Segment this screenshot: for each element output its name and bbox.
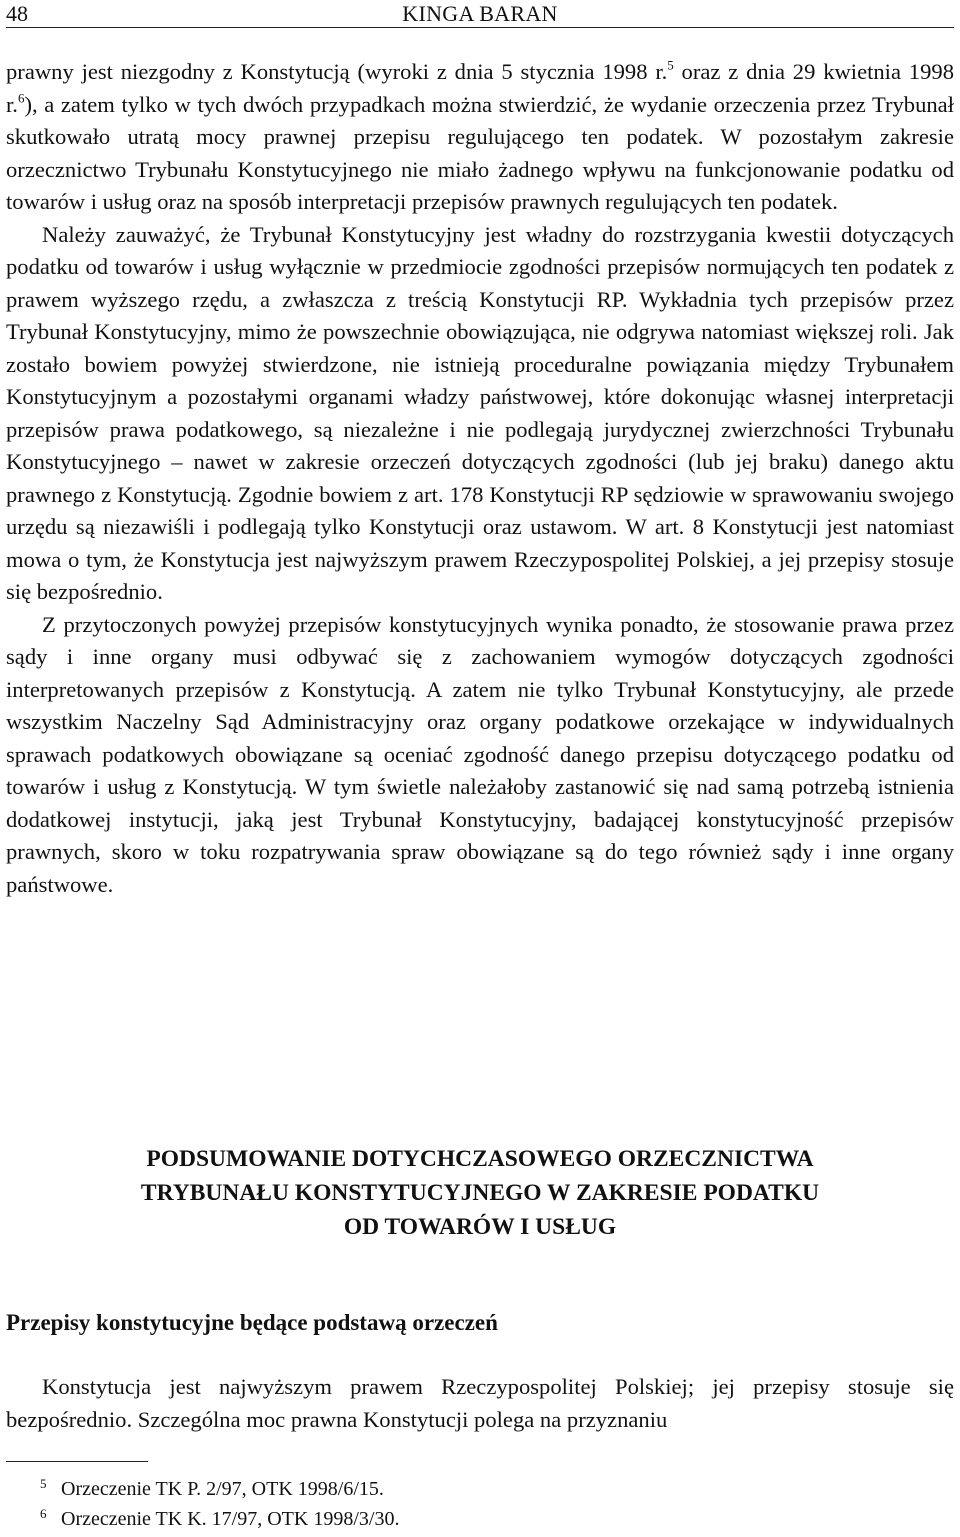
paragraph-3: Z przytoczonych powyżej przepisów konstytucyjnych wynika ponadto, że stosowanie prawa przez sądy i inne organy musi odbywać się z zachowaniem wymogów dotyczących zgodności interpretowanych przepisów z Konstytucją. A zatem nie tylko Trybunał Konstytucyjny, ale przede wszystkim Naczelny Sąd Administracyjny oraz organy podatkowe orzekające w indywidualnych sprawach podatkowych obowiązane są oceniać zgodność danego przepisu dotyczącego podatku od towarów i usług z Konstytucją. W tym świetle należałoby zastanowić się nad samą potrzebą istnienia dodatkowej instytucji, jaką jest Trybunał Konstytucyjny, badającej konstytucyjność przepisów prawnych, skoro w toku rozpatrywania spraw obowiązane są do tego również sądy i inne organy państwowe.: [6, 611, 954, 897]
paragraph-1-text-c: ), a zatem tylko w tych dwóch przypadkach można stwierdzić, że wydanie orzeczenia przez Trybunał skutkowało utratą mocy prawnej przepisu regulującego ten podatek. W pozostałym zakresie orzecznictwo Trybunału Konstytucyjnego nie miało żadnego wpływu na funkcjonowanie podatku od towarów i usług oraz na sposób interpretacji przepisów prawnych regulujących ten podatek.: [6, 91, 954, 214]
main-body-text: [6, 56, 954, 901]
paragraph-2: Należy zauważyć, że Trybunał Konstytucyjny jest władny do rozstrzygania kwestii dotyczących podatku od towarów i usług wyłącznie w przedmiocie zgodności przepisów normujących ten podatek z prawem wyższego rzędu, a zwłaszcza z treścią Konstytucji RP. Wykładnia tych przepisów przez Trybunał Konstytucyjny, mimo że powszechnie obowiązująca, nie odgrywa natomiast większej roli. Jak zostało bowiem powyżej stwierdzone, nie istnieją proceduralne powiązania między Trybunałem Konstytucyjnym a pozostałymi organami władzy państwowej, które dokonując własnej interpretacji przepisów prawa podatkowego, są niezależne i nie podlegają jurydycznej zwierzchności Trybunału Konstytucyjnego – nawet w zakresie orzeczeń dotyczących zgodności (lub jej braku) danego aktu prawnego z Konstytucją. Zgodnie bowiem z art. 178 Konstytucji RP sędziowie w sprawowaniu swojego urzędu są niezawiśli i podlegają tylko Konstytucji oraz ustawom. W art. 8 Konstytucji jest natomiast mowa o tym, że Konstytucja jest najwyższym prawem Rzeczypospolitej Polskiej, a jej przepisy stosuje się bezpośrednio.: [6, 221, 954, 604]
page-number: 48: [6, 1, 28, 26]
paragraph-1-text-b: oraz z dnia 29 kwietnia 1998 r.: [6, 59, 954, 117]
paragraph-1-text-a: prawny jest niezgodny z Konstytucją (wyroki z dnia 5 stycznia 1998 r.: [6, 59, 668, 84]
footnote-ref-5[interactable]: 5: [667, 57, 674, 73]
paragraph-1: [6, 56, 954, 219]
footnote-ref-6[interactable]: 6: [17, 89, 25, 105]
running-title-author: KINGA BARAN: [402, 1, 558, 26]
header-rule: [6, 27, 954, 28]
section-heading-line-2: TRYBUNAŁU KONSTYTUCYJNEGO W ZAKRESIE PODATKU: [140, 1180, 820, 1206]
subsection-heading: Przepisy konstytucyjne będące podstawą orzeczeń: [6, 1310, 498, 1335]
section-heading-line-3: OD TOWARÓW I USŁUG: [343, 1214, 617, 1240]
footnote-rule: [6, 1461, 148, 1462]
footnote-6: 6 Orzeczenie TK K. 17/97, OTK 1998/3/30.: [40, 1506, 400, 1530]
page: [6, 0, 954, 1537]
section-body-text: [6, 1371, 954, 1436]
footnotes: [6, 1474, 399, 1534]
section-heading-line-1: PODSUMOWANIE DOTYCHCZASOWEGO ORZECZNICTWA: [146, 1146, 814, 1172]
footnote-text: Orzeczenie TK P. 2/97, OTK 1998/6/15.: [61, 1478, 384, 1500]
section-paragraph-1: Konstytucja jest najwyższym prawem Rzeczypospolitej Polskiej; jej przepisy stosuje się bezpośrednio. Szczególna moc prawna Konstytucji polega na przyznaniu: [6, 1374, 954, 1432]
section-heading: [6, 1142, 954, 1244]
running-head: [6, 2, 954, 26]
footnote-5: 5 Orzeczenie TK P. 2/97, OTK 1998/6/15.: [40, 1476, 384, 1500]
footnote-text: Orzeczenie TK K. 17/97, OTK 1998/3/30.: [61, 1508, 400, 1530]
